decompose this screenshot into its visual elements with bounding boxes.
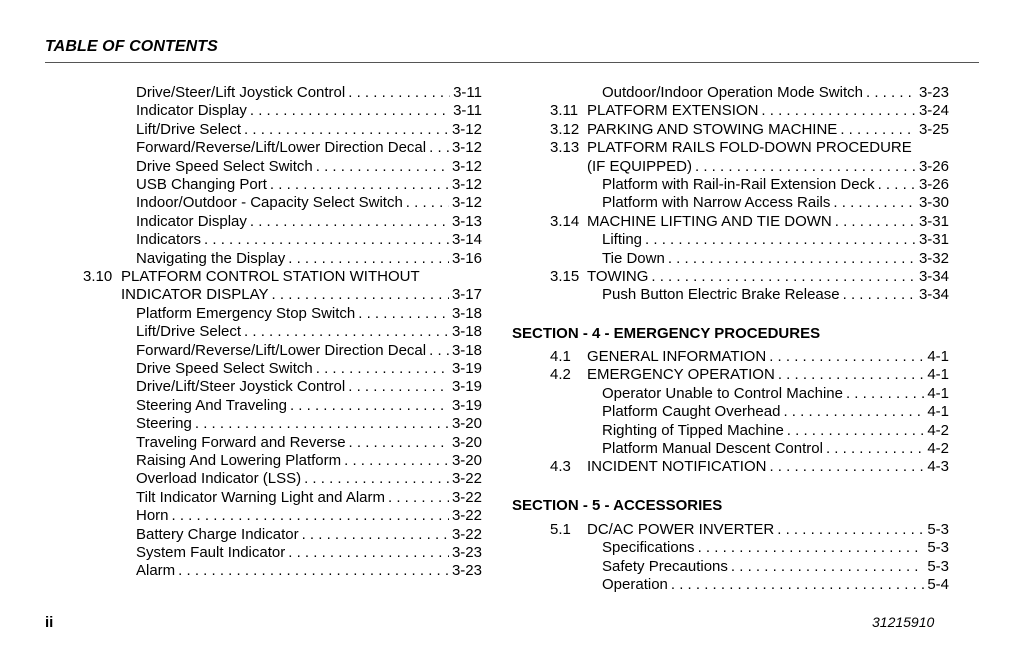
toc-entry-number: 4.3 — [550, 458, 571, 476]
toc-entry-page: 3-30 — [918, 194, 949, 212]
toc-entry-title: (IF EQUIPPED) — [587, 157, 693, 175]
toc-entry-title: Platform Emergency Stop Switch — [136, 304, 356, 322]
dot-leader — [348, 378, 449, 396]
toc-entry-title: GENERAL INFORMATION — [587, 348, 767, 365]
dot-leader — [671, 576, 924, 594]
toc-entry-page: 3-24 — [918, 102, 949, 120]
section-title[interactable]: SECTION - 4 - EMERGENCY PROCEDURES — [512, 325, 821, 342]
toc-entry[interactable] — [136, 360, 482, 378]
toc-entry-page: 3-22 — [451, 525, 482, 543]
toc-entry[interactable] — [602, 286, 949, 304]
toc-entry-title: Specifications — [602, 539, 695, 557]
toc-entry-page: 3-12 — [451, 120, 482, 138]
toc-entry[interactable] — [602, 385, 949, 403]
toc-entry-page: 3-23 — [451, 544, 482, 561]
toc-entry[interactable] — [136, 452, 482, 470]
toc-entry-page: 4-1 — [927, 348, 949, 365]
toc-entry-page: 3-17 — [451, 286, 482, 304]
dot-leader — [833, 194, 916, 212]
toc-entry-title: Battery Charge Indicator — [136, 525, 299, 543]
toc-entry-title: MACHINE LIFTING AND TIE DOWN — [587, 212, 832, 230]
dot-leader — [651, 268, 916, 286]
dot-leader — [344, 452, 449, 470]
toc-entry-page: 3-31 — [918, 231, 949, 249]
dot-leader — [358, 305, 449, 323]
toc-entry[interactable] — [136, 231, 482, 249]
toc-entry[interactable] — [602, 576, 949, 594]
toc-entry[interactable] — [602, 422, 949, 440]
dot-leader — [178, 562, 449, 580]
toc-entry-page: 3-34 — [918, 268, 949, 285]
toc-entry-title: Forward/Reverse/Lift/Lower Direction Decal — [136, 341, 427, 359]
toc-entry-page: 3-34 — [918, 286, 949, 304]
dot-leader — [349, 434, 449, 452]
toc-entry-page: 5-4 — [927, 576, 949, 594]
toc-entry-title: Outdoor/Indoor Operation Mode Switch — [602, 84, 863, 101]
toc-entry[interactable] — [136, 397, 482, 415]
toc-entry-title: Forward/Reverse/Lift/Lower Direction Decal — [136, 139, 427, 157]
toc-entry-title: Indicator Display — [136, 212, 247, 230]
toc-entry[interactable] — [136, 194, 482, 212]
toc-entry-page: 3-22 — [451, 507, 482, 525]
toc-entry-title: Push Button Electric Brake Release — [602, 286, 840, 304]
toc-entry-title: Safety Precautions — [602, 557, 728, 575]
toc-entry-page: 3-20 — [451, 452, 482, 469]
toc-entry-page: 5-3 — [927, 521, 949, 538]
dot-leader — [429, 342, 449, 360]
toc-entry-number: 3.12 — [550, 120, 580, 138]
toc-entry-page: 5-3 — [927, 557, 949, 575]
toc-entry-title: System Fault Indicator — [136, 544, 286, 561]
toc-entry[interactable] — [136, 434, 482, 452]
dot-leader — [304, 470, 449, 488]
toc-entry[interactable] — [602, 440, 949, 458]
dot-leader — [316, 158, 449, 176]
toc-entry-title: INCIDENT NOTIFICATION — [587, 458, 767, 476]
page-header-title: TABLE OF CONTENTS — [45, 38, 218, 55]
toc-entry-page: 3-12 — [451, 176, 482, 193]
section-title[interactable]: SECTION - 5 - ACCESSORIES — [512, 497, 723, 514]
toc-entry-title: Horn — [136, 507, 169, 525]
toc-entry[interactable] — [136, 378, 482, 396]
toc-entry[interactable] — [587, 366, 949, 384]
dot-leader — [290, 397, 449, 415]
toc-entry-page: 3-18 — [451, 341, 482, 359]
toc-entry-page: 3-22 — [451, 470, 482, 488]
dot-leader — [878, 176, 916, 194]
dot-leader — [429, 139, 449, 157]
toc-entry[interactable] — [136, 342, 482, 360]
dot-leader — [826, 440, 924, 458]
toc-entry-page: 3-19 — [451, 378, 482, 396]
toc-entry[interactable] — [136, 507, 482, 525]
toc-entry[interactable] — [587, 458, 949, 476]
toc-entry[interactable] — [136, 121, 482, 139]
toc-entry-number: 3.13 — [550, 139, 580, 157]
toc-entry[interactable] — [136, 158, 482, 176]
dot-leader — [698, 539, 925, 557]
toc-entry-page: 4-2 — [927, 440, 949, 457]
toc-entry[interactable] — [121, 268, 482, 286]
toc-entry-title: PLATFORM RAILS FOLD-DOWN PROCEDURE — [587, 139, 912, 157]
toc-entry[interactable] — [602, 176, 949, 194]
dot-leader — [348, 84, 450, 102]
toc-entry[interactable] — [136, 213, 482, 231]
toc-entry-title: Platform with Rail-in-Rail Extension Deck — [602, 176, 875, 193]
toc-entry[interactable] — [136, 562, 482, 580]
toc-entry-title: Overload Indicator (LSS) — [136, 470, 302, 488]
toc-entry-page: 3-31 — [918, 212, 949, 230]
dot-leader — [769, 348, 924, 366]
dot-leader — [250, 102, 450, 120]
toc-entry[interactable] — [136, 544, 482, 562]
toc-entry-page: 3-19 — [451, 360, 482, 377]
toc-entry-title: Tilt Indicator Warning Light and Alarm — [136, 488, 386, 506]
toc-entry-title: Traveling Forward and Reverse — [136, 433, 346, 451]
toc-entry-title: DC/AC POWER INVERTER — [587, 521, 775, 538]
toc-entry-title: Drive/Lift/Steer Joystick Control — [136, 378, 346, 396]
dot-leader — [406, 194, 449, 212]
dot-leader — [668, 250, 916, 268]
toc-entry-title: Lift/Drive Select — [136, 120, 242, 138]
dot-leader — [270, 176, 449, 194]
toc-entry[interactable] — [136, 489, 482, 507]
toc-entry[interactable] — [587, 121, 949, 139]
toc-entry-page: 3-11 — [453, 84, 482, 101]
toc-entry-title: TOWING — [587, 268, 649, 285]
toc-entry[interactable] — [587, 102, 949, 120]
toc-entry-page: 3-11 — [453, 102, 482, 120]
dot-leader — [731, 558, 924, 576]
dot-leader — [195, 415, 449, 433]
page-number: ii — [45, 614, 54, 631]
toc-entry[interactable] — [121, 286, 482, 304]
toc-entry[interactable] — [136, 470, 482, 488]
dot-leader — [172, 507, 449, 525]
toc-entry[interactable] — [587, 158, 949, 176]
toc-entry-page: 4-3 — [927, 458, 949, 476]
dot-leader — [783, 403, 924, 421]
dot-leader — [645, 231, 916, 249]
toc-entry-title: Operator Unable to Control Machine — [602, 384, 843, 402]
toc-entry-page: 3-32 — [918, 249, 949, 267]
toc-entry[interactable] — [587, 268, 949, 286]
toc-entry-page: 3-23 — [918, 84, 949, 101]
toc-entry-title: Platform Manual Descent Control — [602, 440, 823, 457]
toc-entry-title: PLATFORM CONTROL STATION WITHOUT — [121, 268, 420, 285]
dot-leader — [272, 286, 449, 304]
toc-entry-number: 3.11 — [550, 102, 579, 120]
dot-leader — [777, 521, 924, 539]
toc-entry-page: 3-18 — [451, 304, 482, 322]
dot-leader — [787, 422, 925, 440]
dot-leader — [761, 102, 916, 120]
toc-entry-title: Steering And Traveling — [136, 396, 287, 414]
toc-entry[interactable] — [136, 305, 482, 323]
toc-entry[interactable] — [587, 348, 949, 366]
toc-entry-title: INDICATOR DISPLAY — [121, 286, 269, 304]
toc-entry-number: 3.15 — [550, 268, 580, 285]
toc-entry-title: PARKING AND STOWING MACHINE — [587, 120, 838, 138]
toc-entry-title: Navigating the Display — [136, 249, 286, 267]
toc-entry[interactable] — [602, 250, 949, 268]
toc-entry-title: Raising And Lowering Platform — [136, 452, 342, 469]
dot-leader — [244, 121, 449, 139]
toc-entry-page: 3-22 — [451, 488, 482, 506]
toc-entry-title: Indicators — [136, 231, 202, 249]
toc-entry-page: 4-1 — [927, 403, 949, 421]
toc-entry[interactable] — [136, 526, 482, 544]
toc-entry-page: 3-19 — [451, 396, 482, 414]
toc-entry-title: Steering — [136, 415, 192, 433]
toc-entry[interactable] — [602, 194, 949, 212]
toc-entry-page: 3-14 — [451, 231, 482, 249]
toc-entry[interactable] — [587, 521, 949, 539]
toc-entry-page: 3-16 — [451, 249, 482, 267]
toc-entry-title: Lifting — [602, 231, 643, 249]
dot-leader — [846, 385, 924, 403]
toc-entry-title: Alarm — [136, 562, 176, 580]
toc-entry[interactable] — [136, 84, 482, 102]
toc-entry-title: USB Changing Port — [136, 176, 267, 193]
toc-entry[interactable] — [136, 323, 482, 341]
toc-entry[interactable] — [587, 139, 949, 157]
dot-leader — [244, 323, 449, 341]
toc-entry-page: 5-3 — [927, 539, 949, 557]
toc-entry-page: 3-25 — [918, 120, 949, 138]
toc-entry[interactable] — [136, 139, 482, 157]
toc-entry-title: Indoor/Outdoor - Capacity Select Switch — [136, 194, 403, 212]
toc-entry-title: Drive Speed Select Switch — [136, 157, 313, 175]
toc-entry-title: Righting of Tipped Machine — [602, 421, 784, 439]
dot-leader — [288, 250, 449, 268]
toc-entry-title: Platform with Narrow Access Rails — [602, 194, 831, 212]
dot-leader — [866, 84, 916, 102]
toc-entry-title: Tie Down — [602, 249, 665, 267]
toc-entry-title: EMERGENCY OPERATION — [587, 366, 775, 384]
dot-leader — [250, 213, 449, 231]
dot-leader — [835, 213, 916, 231]
toc-entry[interactable] — [136, 415, 482, 433]
toc-entry-page: 4-1 — [927, 366, 949, 384]
toc-entry[interactable] — [602, 558, 949, 576]
dot-leader — [316, 360, 449, 378]
dot-leader — [843, 286, 916, 304]
dot-leader — [840, 121, 916, 139]
toc-entry[interactable] — [602, 539, 949, 557]
dot-leader — [204, 231, 449, 249]
toc-entry-page: 3-20 — [451, 433, 482, 451]
toc-entry-page: 3-18 — [451, 323, 482, 341]
toc-entry-title: Drive/Steer/Lift Joystick Control — [136, 84, 346, 101]
toc-entry-title: Platform Caught Overhead — [602, 403, 781, 421]
dot-leader — [778, 366, 925, 384]
toc-entry-page: 3-23 — [451, 562, 482, 580]
toc-entry-number: 4.1 — [550, 348, 571, 365]
toc-entry-page: 3-20 — [451, 415, 482, 433]
toc-entry-page: 3-13 — [451, 212, 482, 230]
toc-entry-page: 3-12 — [451, 194, 482, 212]
toc-entry-title: PLATFORM EXTENSION — [587, 102, 759, 120]
dot-leader — [288, 544, 449, 562]
toc-entry-number: 3.14 — [550, 212, 580, 230]
toc-entry-page: 4-1 — [927, 384, 949, 402]
toc-entry-number: 5.1 — [550, 521, 571, 538]
dot-leader — [695, 158, 916, 176]
toc-entry-page: 3-12 — [451, 139, 482, 157]
toc-entry-page: 3-26 — [918, 176, 949, 193]
toc-entry[interactable] — [136, 102, 482, 120]
dot-leader — [388, 489, 449, 507]
toc-entry[interactable] — [136, 250, 482, 268]
toc-entry-title: Drive Speed Select Switch — [136, 360, 313, 377]
toc-entry[interactable] — [136, 176, 482, 194]
toc-entry[interactable] — [602, 231, 949, 249]
toc-entry-number: 3.10 — [83, 268, 113, 285]
toc-entry-number: 4.2 — [550, 366, 571, 384]
document-number: 31215910 — [872, 614, 935, 630]
dot-leader — [769, 458, 924, 476]
toc-entry-page: 4-2 — [927, 421, 949, 439]
toc-entry-page: 3-26 — [918, 157, 949, 175]
toc-entry-title: Lift/Drive Select — [136, 323, 242, 341]
dot-leader — [302, 526, 449, 544]
toc-entry[interactable] — [602, 84, 949, 102]
toc-entry[interactable] — [587, 213, 949, 231]
toc-entry-page: 3-12 — [451, 157, 482, 175]
toc-entry-title: Indicator Display — [136, 102, 247, 120]
toc-entry-title: Operation — [602, 576, 668, 594]
toc-entry[interactable] — [602, 403, 949, 421]
